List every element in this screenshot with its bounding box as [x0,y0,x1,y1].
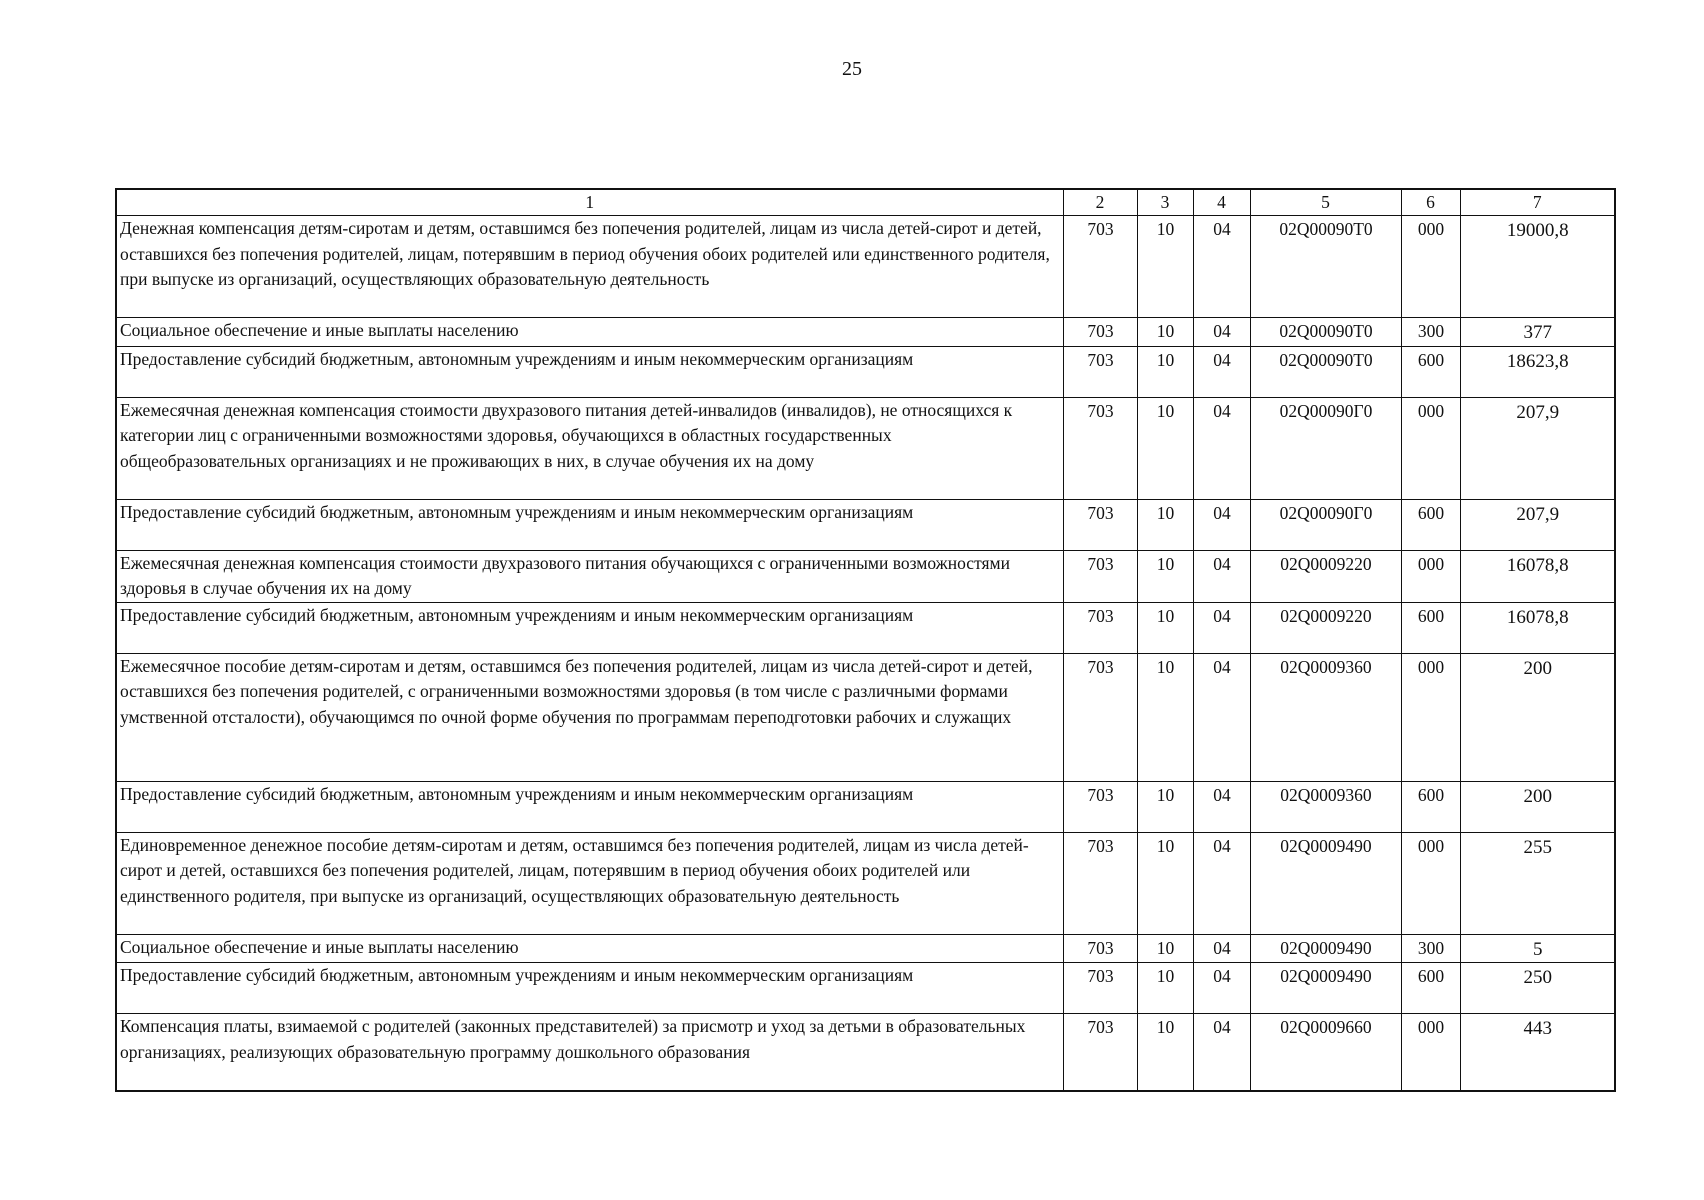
row-code-3: 10 [1137,346,1193,397]
row-code-3: 10 [1137,653,1193,781]
row-name: Ежемесячная денежная компенсация стоимости двухразового питания детей-инвалидов (инвалидов), не относящихся к категории лиц с ограниченными возможностями здоровья, обучающихся в областных государственных общеобразовательных организациях и не проживающих в них, в случае обучения их на дому [116,397,1063,499]
table-row [116,550,1615,602]
row-code-3: 10 [1137,781,1193,832]
row-name: Социальное обеспечение и иные выплаты населению [116,934,1063,963]
row-amount: 207,9 [1460,397,1615,499]
row-code-5: 02Q00090T0 [1250,346,1401,397]
row-code-2: 703 [1063,550,1137,602]
table-row [116,346,1615,397]
row-code-6: 600 [1401,602,1460,653]
table-row [116,653,1615,781]
table-row [116,963,1615,1014]
row-code-5: 02Q0009490 [1250,832,1401,934]
row-code-5: 02Q0009220 [1250,550,1401,602]
row-code-2: 703 [1063,397,1137,499]
row-name: Ежемесячная денежная компенсация стоимости двухразового питания обучающихся с ограниченными возможностями здоровья в случае обучения их на дому [116,550,1063,602]
row-code-4: 04 [1193,499,1250,550]
row-code-4: 04 [1193,781,1250,832]
row-code-5: 02Q00090Г0 [1250,499,1401,550]
row-amount: 255 [1460,832,1615,934]
row-code-4: 04 [1193,934,1250,963]
row-code-5: 02Q0009660 [1250,1014,1401,1091]
row-code-5: 02Q0009360 [1250,781,1401,832]
row-code-2: 703 [1063,602,1137,653]
row-code-3: 10 [1137,499,1193,550]
row-amount: 443 [1460,1014,1615,1091]
row-code-6: 000 [1401,832,1460,934]
row-code-4: 04 [1193,602,1250,653]
row-code-4: 04 [1193,346,1250,397]
row-name: Предоставление субсидий бюджетным, автономным учреждениям и иным некоммерческим организациям [116,499,1063,550]
row-code-5: 02Q0009360 [1250,653,1401,781]
row-amount: 16078,8 [1460,602,1615,653]
row-code-6: 000 [1401,216,1460,318]
row-code-2: 703 [1063,499,1137,550]
row-amount: 250 [1460,963,1615,1014]
row-code-3: 10 [1137,318,1193,347]
column-header-7: 7 [1460,189,1615,216]
row-amount: 18623,8 [1460,346,1615,397]
row-code-3: 10 [1137,934,1193,963]
row-code-6: 600 [1401,499,1460,550]
row-code-2: 703 [1063,781,1137,832]
row-name: Предоставление субсидий бюджетным, автономным учреждениям и иным некоммерческим организациям [116,963,1063,1014]
row-code-4: 04 [1193,397,1250,499]
row-code-4: 04 [1193,1014,1250,1091]
row-code-3: 10 [1137,963,1193,1014]
row-code-5: 02Q0009490 [1250,934,1401,963]
row-code-5: 02Q0009490 [1250,963,1401,1014]
row-code-6: 000 [1401,1014,1460,1091]
table-row [116,397,1615,499]
row-name: Социальное обеспечение и иные выплаты населению [116,318,1063,347]
table-row [116,1014,1615,1091]
row-amount: 200 [1460,653,1615,781]
row-amount: 207,9 [1460,499,1615,550]
row-name: Предоставление субсидий бюджетным, автономным учреждениям и иным некоммерческим организациям [116,781,1063,832]
row-amount: 200 [1460,781,1615,832]
row-code-2: 703 [1063,318,1137,347]
row-code-3: 10 [1137,832,1193,934]
row-code-3: 10 [1137,550,1193,602]
row-code-6: 600 [1401,963,1460,1014]
row-code-3: 10 [1137,216,1193,318]
row-amount: 377 [1460,318,1615,347]
column-header-1: 1 [116,189,1063,216]
table-row [116,934,1615,963]
row-code-4: 04 [1193,216,1250,318]
row-code-5: 02Q00090T0 [1250,216,1401,318]
row-amount: 19000,8 [1460,216,1615,318]
row-amount: 5 [1460,934,1615,963]
table-row [116,318,1615,347]
row-code-5: 02Q00090T0 [1250,318,1401,347]
row-code-2: 703 [1063,653,1137,781]
column-header-5: 5 [1250,189,1401,216]
table-header-row [116,189,1615,216]
row-code-4: 04 [1193,653,1250,781]
row-code-3: 10 [1137,1014,1193,1091]
row-code-6: 600 [1401,781,1460,832]
row-code-6: 300 [1401,318,1460,347]
column-header-6: 6 [1401,189,1460,216]
row-name: Предоставление субсидий бюджетным, автономным учреждениям и иным некоммерческим организациям [116,602,1063,653]
row-name: Ежемесячное пособие детям-сиротам и детям, оставшимся без попечения родителей, лицам из числа детей-сирот и детей, оставшихся без попечения родителей, с ограниченными возможностями здоровья (в том числе с различными формами умственной отсталости), обучающимся по очной форме обучения по программам переподготовки рабочих и служащих [116,653,1063,781]
table-row [116,216,1615,318]
table-row [116,781,1615,832]
table-row [116,602,1615,653]
table-row [116,499,1615,550]
row-code-6: 300 [1401,934,1460,963]
row-code-4: 04 [1193,963,1250,1014]
row-code-6: 000 [1401,653,1460,781]
row-code-6: 600 [1401,346,1460,397]
row-name: Денежная компенсация детям-сиротам и детям, оставшимся без попечения родителей, лицам из числа детей-сирот и детей, оставшихся без попечения родителей, лицам, потерявшим в период обучения обоих родителей или единственного родителя, при выпуске из организаций, осуществляющих образовательную деятельность [116,216,1063,318]
row-code-4: 04 [1193,318,1250,347]
row-amount: 16078,8 [1460,550,1615,602]
row-name: Компенсация платы, взимаемой с родителей (законных представителей) за присмотр и уход за детьми в образовательных организациях, реализующих образовательную программу дошкольного образования [116,1014,1063,1091]
row-name: Единовременное денежное пособие детям-сиротам и детям, оставшимся без попечения родителей, лицам из числа детей-сирот и детей, оставшихся без попечения родителей, лицам, потерявшим в период обучения обоих родителей или единственного родителя, при выпуске из организаций, осуществляющих образовательную деятельность [116,832,1063,934]
row-code-5: 02Q0009220 [1250,602,1401,653]
column-header-3: 3 [1137,189,1193,216]
row-code-2: 703 [1063,216,1137,318]
row-code-5: 02Q00090Г0 [1250,397,1401,499]
row-code-6: 000 [1401,397,1460,499]
row-code-6: 000 [1401,550,1460,602]
row-code-2: 703 [1063,934,1137,963]
row-code-2: 703 [1063,832,1137,934]
row-name: Предоставление субсидий бюджетным, автономным учреждениям и иным некоммерческим организациям [116,346,1063,397]
budget-table [115,188,1616,1092]
column-header-2: 2 [1063,189,1137,216]
row-code-2: 703 [1063,346,1137,397]
column-header-4: 4 [1193,189,1250,216]
row-code-3: 10 [1137,602,1193,653]
row-code-2: 703 [1063,1014,1137,1091]
row-code-4: 04 [1193,550,1250,602]
row-code-4: 04 [1193,832,1250,934]
row-code-3: 10 [1137,397,1193,499]
table-row [116,832,1615,934]
page-number: 25 [842,58,862,80]
row-code-2: 703 [1063,963,1137,1014]
